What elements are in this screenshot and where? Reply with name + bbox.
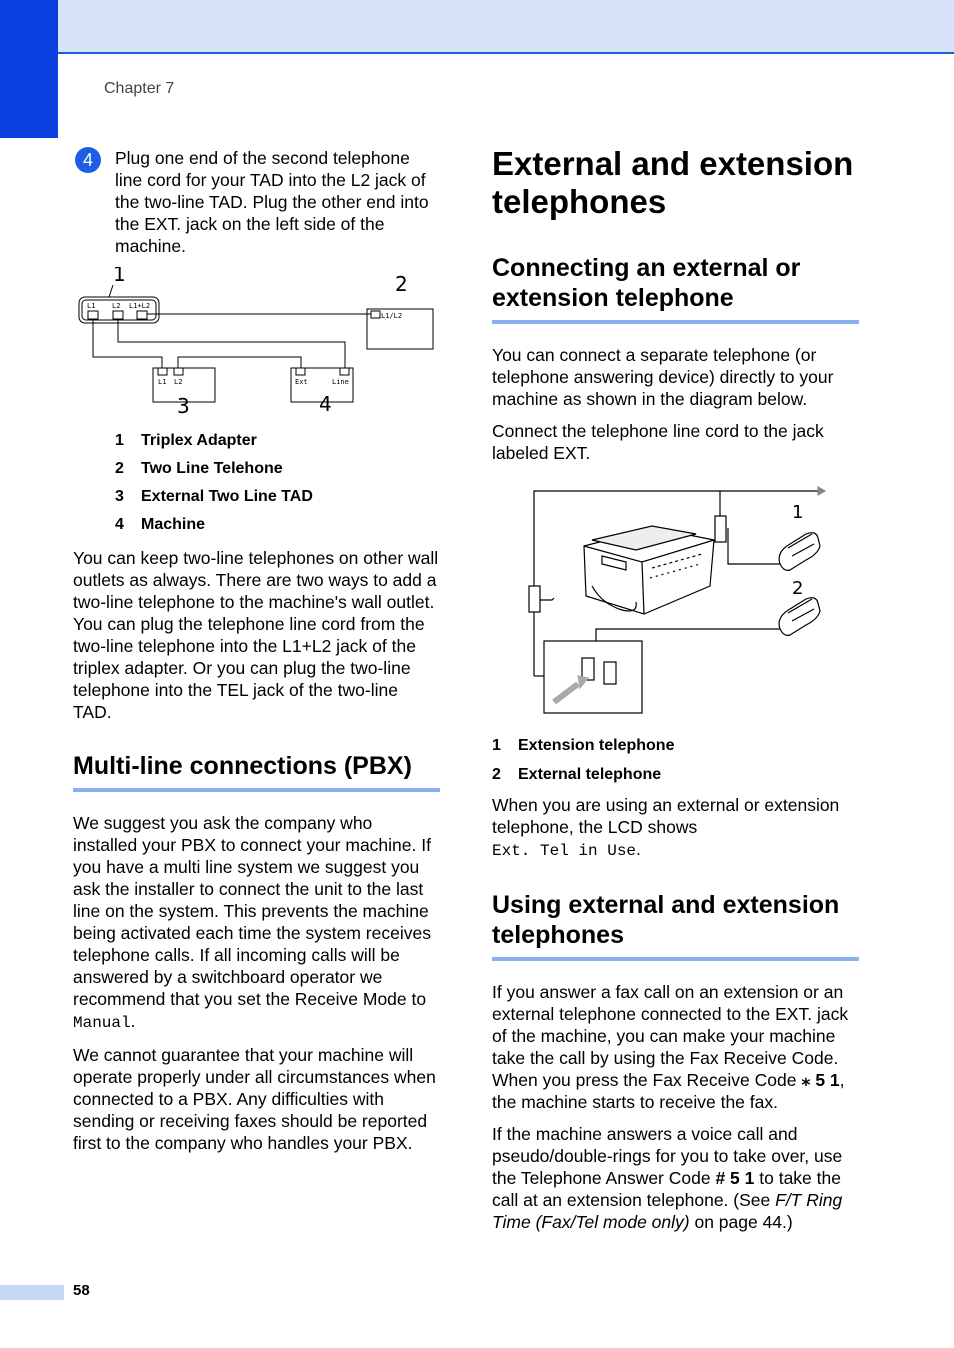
- lcd-message: Ext. Tel in Use: [492, 842, 637, 860]
- phone-jack-label: L1/L2: [381, 312, 403, 320]
- pbx-paragraph-2: We cannot guarantee that your machine will operate properly under all circumstances when connected to a PBX. Any difficulties with sending or receiving faxes should be reported first to the company who handles your PBX.: [73, 1045, 436, 1153]
- callout-4: 4: [319, 392, 332, 416]
- callout-3: 3: [177, 394, 190, 418]
- tad-jack-l1-label: L1: [158, 378, 167, 386]
- legend-item: 4 Machine: [115, 516, 206, 533]
- callout-1: 1: [792, 502, 804, 523]
- step-text: Plug one end of the second telephone line cord for your TAD into the L2 jack of the two-line TAD. Plug the other end into the EXT. jack on the left side of the machine.: [115, 148, 429, 256]
- tad-jack-l2-label: L2: [174, 378, 183, 386]
- using-paragraph-1: If you answer a fax call on an extension or an external telephone connected to the EXT. jack of the machine, you can make your machine take the call by using the Fax Receive Code. When you press the Fax Receive Code ⁎ 5 1, the machine starts to receive the fax.: [492, 982, 849, 1112]
- extension-telephone-icon: [779, 533, 820, 571]
- left-column: [73, 145, 440, 1164]
- callout-2: 2: [395, 272, 408, 296]
- step-4: [73, 147, 440, 257]
- legend-item: 2 Two Line Telehone: [115, 460, 283, 477]
- adapter-jack-l1l2-label: L1+L2: [129, 302, 151, 310]
- connecting-heading: Connecting an external or extension telephone: [492, 253, 859, 324]
- extension-telephone-diagram: [492, 476, 859, 724]
- two-line-connection-diagram: [73, 267, 440, 427]
- page-title: External and extension telephones: [492, 145, 854, 220]
- connecting-paragraph-1: You can connect a separate telephone (or telephone answering device) directly to your machine as shown in the diagram below.: [492, 345, 834, 409]
- pbx-heading: Multi-line connections (PBX): [73, 751, 440, 792]
- legend-item: 1 Triplex Adapter: [115, 432, 257, 449]
- lcd-paragraph: When you are using an external or extension telephone, the LCD shows Ext. Tel in Use.: [492, 795, 840, 860]
- two-line-paragraph: You can keep two-line telephones on other wall outlets as always. There are two ways to add a two-line telephone to the machine's wall outlet. You can plug the telephone line cord from the two-line telephone into the L1+L2 jack of the triplex adapter. Or you can plug the two-line telephone into the TEL jack of the two-line TAD.: [73, 548, 439, 722]
- fax-machine-icon: [584, 526, 714, 614]
- telephone-answer-code: # 5 1: [715, 1168, 755, 1188]
- diagram2-legend: [492, 736, 859, 784]
- legend-item: 1 Extension telephone: [492, 737, 675, 754]
- callout-2: 2: [792, 578, 804, 599]
- chapter-label: Chapter 7: [104, 80, 175, 97]
- fax-receive-code: ⁎ 5 1: [801, 1070, 840, 1090]
- chapter-tab: [0, 0, 58, 138]
- page-number-bar: [0, 1285, 64, 1300]
- legend-item: 2 External telephone: [492, 766, 662, 783]
- connecting-paragraph-2: Connect the telephone line cord to the jack labeled EXT.: [492, 421, 824, 463]
- external-telephone-icon: [779, 598, 820, 636]
- machine-jack-ext-label: Ext: [295, 378, 308, 386]
- header-band: [0, 0, 954, 54]
- machine-jack-line-label: Line: [332, 378, 349, 386]
- adapter-jack-l2-label: L2: [112, 302, 121, 310]
- diagram1-legend: [115, 427, 440, 539]
- step-number-badge: 4: [75, 147, 101, 173]
- legend-item: 3 External Two Line TAD: [115, 488, 313, 505]
- right-column: [492, 145, 859, 1243]
- cross-reference: F/T Ring Time (Fax/Tel mode only): [492, 1190, 843, 1232]
- callout-1: 1: [113, 267, 126, 286]
- page-number: 58: [73, 1282, 90, 1299]
- using-paragraph-2: If the machine answers a voice call and pseudo/double-rings for you to take over, use the Telephone Answer Code # 5 1 to take the call at an extension telephone. (See F/T Ring Time (Fax/Tel mode only) on page 44.): [492, 1124, 843, 1232]
- pbx-paragraph-1: We suggest you ask the company who installed your PBX to connect your machine. If you have a multi line system we suggest you ask the installer to connect the unit to the last line on the system. This prevents the machine being activated each time the system receives telephone calls. If all incoming calls will be answered by a switchboard operator we recommend that you set the Receive Mode to Manual.: [73, 813, 431, 1032]
- using-heading: Using external and extension telephones: [492, 890, 859, 961]
- adapter-jack-l1-label: L1: [87, 302, 96, 310]
